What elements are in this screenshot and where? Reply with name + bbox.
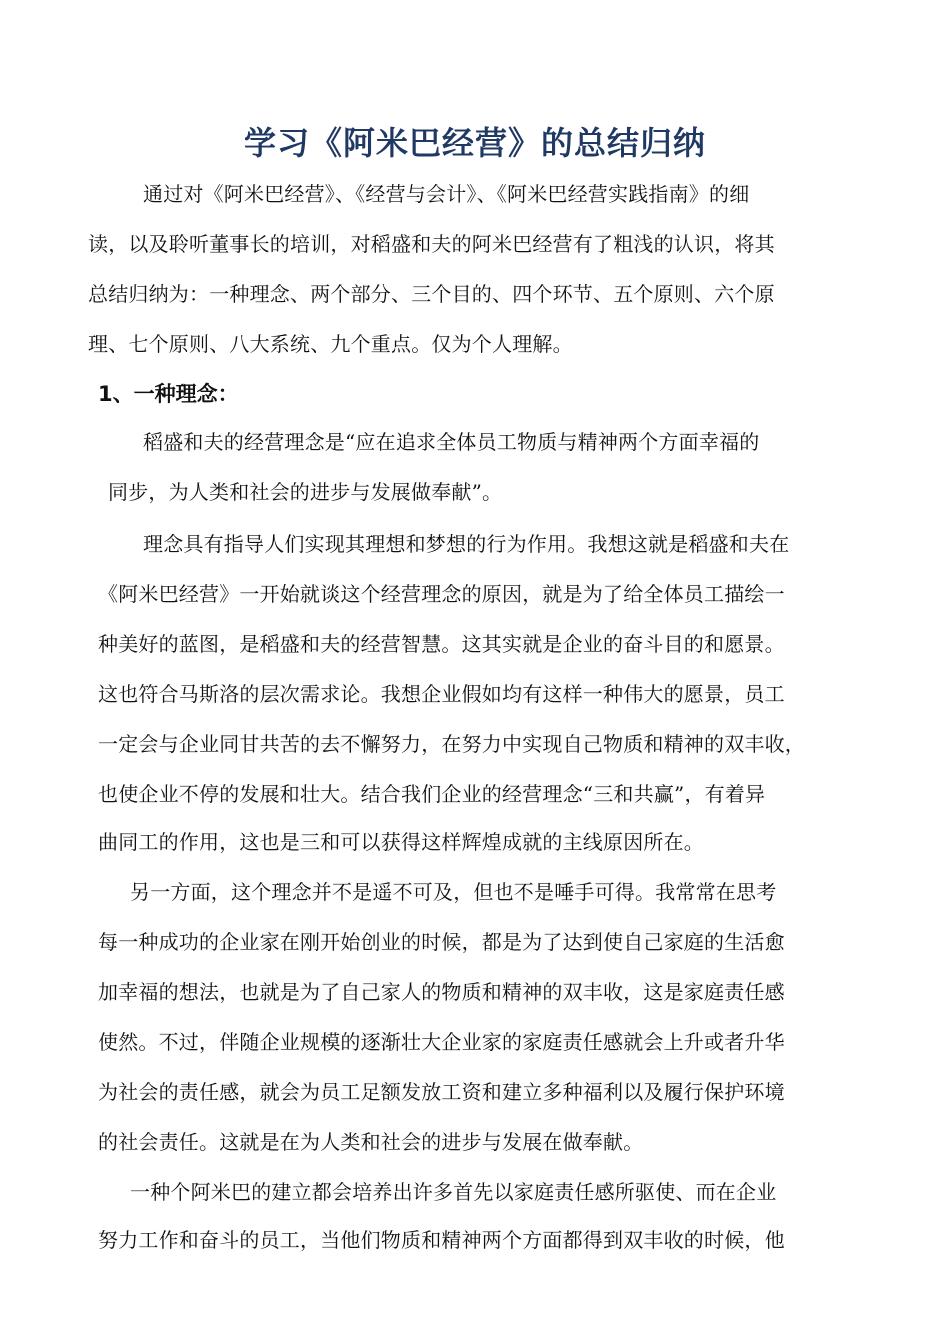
paragraph-line: 稻盛和夫的经营理念是“应在追求全体员工物质与精神两个方面幸福的 [143, 430, 760, 454]
paragraph-line: 曲同工的作用，这也是三和可以获得这样辉煌成就的主线原因所在。 [98, 830, 704, 854]
paragraph-line: 为社会的责任感，就会为员工足额发放工资和建立多种福利以及履行保护环境 [98, 1080, 785, 1104]
intro-line: 理、七个原则、八大系统、九个重点。仅为个人理解。 [88, 332, 573, 356]
intro-line: 通过对《阿米巴经营》、《经营与会计》、《阿米巴经营实践指南》的细 [143, 182, 750, 206]
paragraph-line: 种美好的蓝图，是稻盛和夫的经营智慧。这其实就是企业的奋斗目的和愿景。 [98, 632, 785, 656]
paragraph-line: 《阿米巴经营》一开始就谈这个经营理念的原因，就是为了给全体员工描绘一 [98, 582, 785, 606]
paragraph-line: 也使企业不停的发展和壮大。结合我们企业的经营理念“三和共赢”，有着异 [98, 782, 766, 806]
paragraph-line: 使然。不过，伴随企业规模的逐渐壮大企业家的家庭责任感就会上升或者升华 [98, 1030, 785, 1054]
section-heading: 1、一种理念： [98, 382, 239, 406]
paragraph-line: 每一种成功的企业家在刚开始创业的时候，都是为了达到使自己家庭的生活愈 [98, 930, 785, 954]
paragraph-line: 同步，为人类和社会的进步与发展做奉献”。 [108, 480, 503, 504]
paragraph-line: 一定会与企业同甘共苦的去不懈努力，在努力中实现自己物质和精神的双丰收， [98, 732, 805, 756]
paragraph-line: 一种个阿米巴的建立都会培养出许多首先以家庭责任感所驱使、而在企业 [130, 1180, 777, 1204]
paragraph-line: 理念具有指导人们实现其理想和梦想的行为作用。我想这就是稻盛和夫在 [143, 532, 790, 556]
paragraph-line: 的社会责任。这就是在为人类和社会的进步与发展在做奉献。 [98, 1130, 644, 1154]
paragraph-line: 加幸福的想法，也就是为了自己家人的物质和精神的双丰收，这是家庭责任感 [98, 980, 785, 1004]
paragraph-line: 另一方面，这个理念并不是遥不可及，但也不是唾手可得。我常常在思考 [130, 880, 777, 904]
paragraph-line: 这也符合马斯洛的层次需求论。我想企业假如均有这样一种伟大的愿景，员工 [98, 682, 785, 706]
paragraph-line: 努力工作和奋斗的员工，当他们物质和精神两个方面都得到双丰收的时候，他 [98, 1228, 785, 1252]
intro-line: 总结归纳为：一种理念、两个部分、三个目的、四个环节、五个原则、六个原 [88, 282, 775, 306]
intro-line: 读，以及聆听董事长的培训，对稻盛和夫的阿米巴经营有了粗浅的认识，将其 [88, 232, 775, 256]
document-title: 学习《阿米巴经营》的总结归纳 [243, 124, 706, 162]
